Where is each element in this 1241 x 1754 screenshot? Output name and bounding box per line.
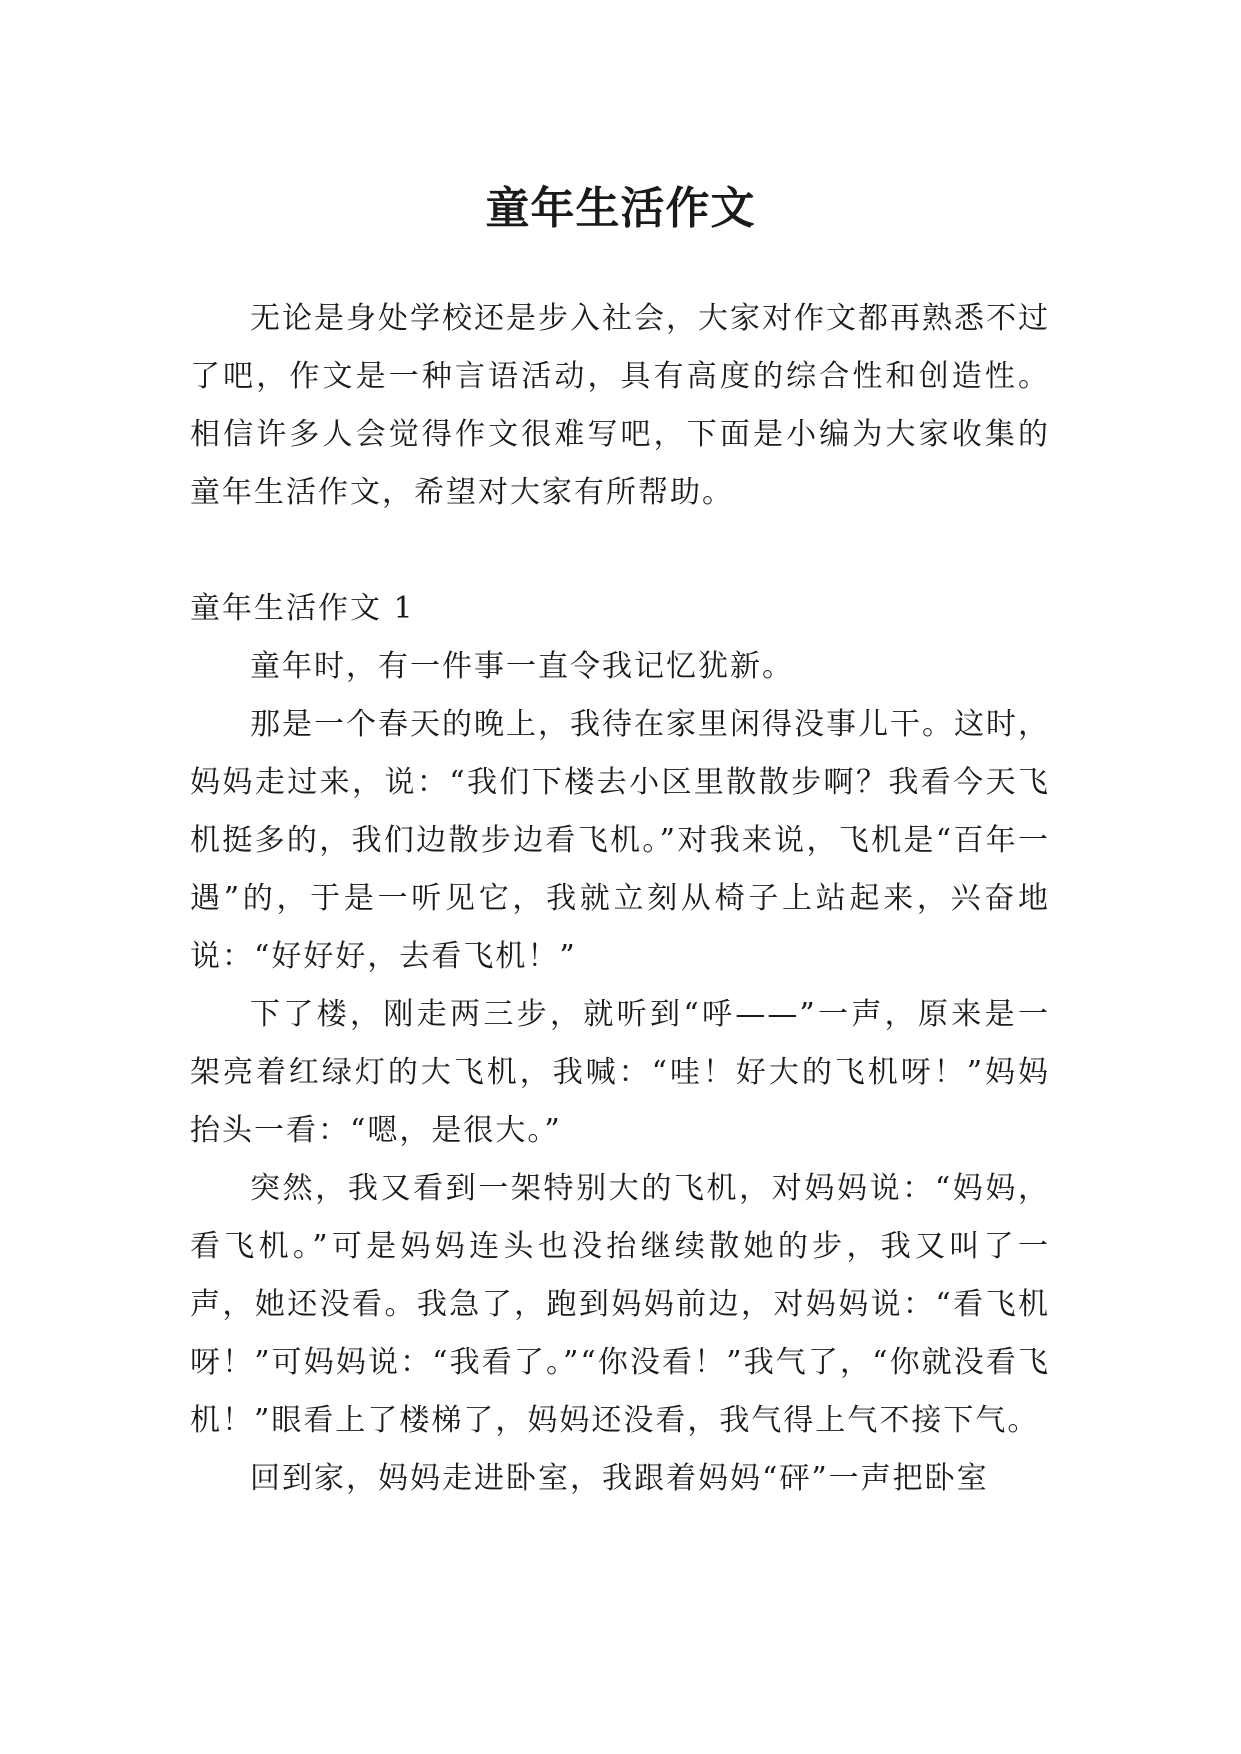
body-paragraph: 回到家，妈妈走进卧室，我跟着妈妈“砰”一声把卧室: [250, 1461, 989, 1496]
section-heading: 童年生活作文 1: [190, 591, 415, 626]
body-paragraph: 突然，我又看到一架特别大的飞机，对妈妈说：“妈妈，看飞机。”可是妈妈连头也没抬继续散她的步，我又叫了一声，她还没看。我急了，跑到妈妈前边，对妈妈说：“看飞机呀！”可妈妈说：“我看了。”“你没看！”我气了，“你就没看飞机！”眼看上了楼梯了，妈妈还没看，我气得上气不接下气。: [190, 1171, 1050, 1438]
intro-paragraph: 无论是身处学校还是步入社会，大家对作文都再熟悉不过了吧，作文是一种言语活动，具有高度的综合性和创造性。相信许多人会觉得作文很难写吧，下面是小编为大家收集的童年生活作文，希望对大家有所帮助。: [190, 301, 1050, 510]
body-paragraph: 那是一个春天的晚上，我待在家里闲得没事儿干。这时，妈妈走过来，说：“我们下楼去小区里散散步啊？我看今天飞机挺多的，我们边散步边看飞机。”对我来说，飞机是“百年一遇”的，于是一听见它，我就立刻从椅子上站起来，兴奋地说：“好好好，去看飞机！”: [190, 707, 1050, 974]
document-body: [190, 290, 1050, 1508]
body-paragraph: 童年时，有一件事一直令我记忆犹新。: [250, 649, 794, 684]
body-paragraph: 下了楼，刚走两三步，就听到“呼——”一声，原来是一架亮着红绿灯的大飞机，我喊：“哇！好大的飞机呀！”妈妈抬头一看：“嗯，是很大。”: [190, 997, 1050, 1148]
document-title: 童年生活作文: [485, 183, 756, 235]
